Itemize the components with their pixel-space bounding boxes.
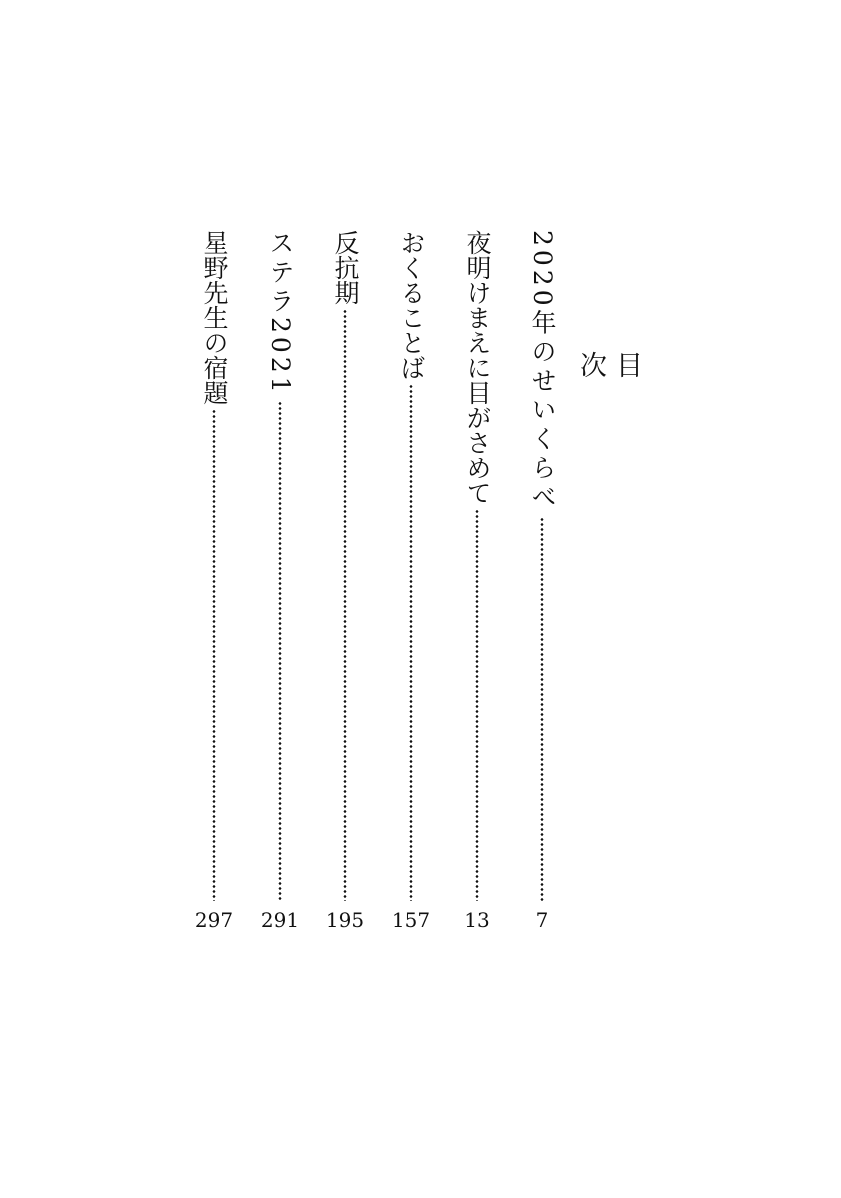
page-title: 目 次: [575, 350, 642, 436]
toc-entry-page: 7: [535, 908, 549, 932]
toc-entry-1[interactable]: [524, 230, 560, 935]
dot-leader: [343, 309, 347, 901]
toc-entry-page: 297: [194, 908, 234, 932]
toc-entry-title: 反抗期: [331, 230, 360, 305]
dot-leader: [278, 401, 282, 901]
dot-leader: [409, 384, 413, 901]
dot-leader: [475, 509, 479, 901]
toc-entry-6[interactable]: [196, 230, 232, 935]
toc-entry-title: ステラ2021: [266, 230, 295, 397]
toc-entry-page: 291: [260, 908, 300, 932]
toc-entry-3[interactable]: [393, 230, 429, 935]
toc-entry-page: 195: [325, 908, 365, 932]
toc-entry-page: 13: [464, 908, 490, 932]
toc-entry-title: おくることば: [397, 230, 426, 380]
toc-entry-4[interactable]: [327, 230, 363, 935]
toc-entry-title: 2020年のせいくらべ: [528, 230, 557, 513]
toc-entry-title: 夜明けまえに目がさめて: [463, 230, 492, 505]
toc-entry-5[interactable]: [262, 230, 298, 935]
dot-leader: [212, 409, 216, 901]
dot-leader: [540, 517, 544, 901]
toc-entry-title: 星野先生の宿題: [200, 230, 229, 405]
toc-entry-2[interactable]: [459, 230, 495, 935]
toc-entry-page: 157: [391, 908, 431, 932]
